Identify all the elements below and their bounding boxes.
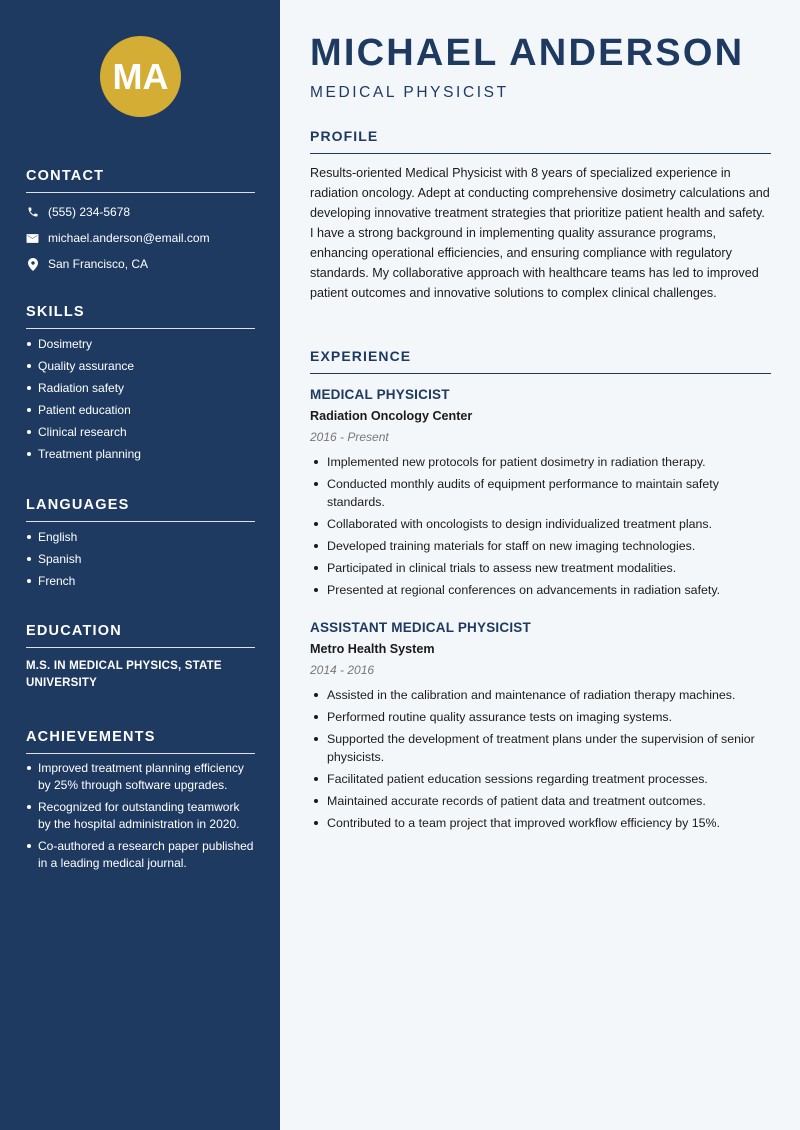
contact-section: [26, 168, 255, 271]
job-bullet: Implemented new protocols for patient dosimetry in radiation therapy.: [310, 453, 771, 471]
skill-item: Dosimetry: [26, 337, 255, 351]
candidate-name: MICHAEL ANDERSON: [310, 32, 745, 74]
skills-section: [26, 304, 255, 461]
job-dates: 2014 - 2016: [310, 663, 375, 677]
experience-heading: EXPERIENCE: [310, 348, 771, 374]
job-bullet: Maintained accurate records of patient data and treatment outcomes.: [310, 792, 771, 810]
language-item: French: [26, 574, 255, 588]
job-organization: Radiation Oncology Center: [310, 409, 473, 423]
location-pin-icon: [26, 258, 39, 271]
job-organization: Metro Health System: [310, 642, 435, 656]
education-heading: EDUCATION: [26, 623, 255, 648]
job-bullet: Participated in clinical trials to assess new treatment modalities.: [310, 559, 771, 577]
phone-text[interactable]: (555) 234-5678: [48, 205, 131, 219]
achievements-list: [26, 760, 255, 872]
skills-list: [26, 337, 255, 461]
languages-heading: LANGUAGES: [26, 497, 255, 522]
phone-icon: [26, 206, 39, 219]
profile-text: Results-oriented Medical Physicist with 8 years of specialized experience in radiation oncology. Adept at conducting comprehensive dosimetry calculations and developing innovative treatment strategies that prioritize patient health and safety. I have a strong background in implementing quality assurance programs, enhancing operational efficiencies, and ensuring compliance with regulatory standards. My collaborative approach with healthcare teams has led to improved patient outcomes and innovative solutions to complex clinical challenges.: [310, 166, 770, 300]
job-bullet: Assisted in the calibration and maintenance of radiation therapy machines.: [310, 686, 771, 704]
job-bullet: Collaborated with oncologists to design individualized treatment plans.: [310, 515, 771, 533]
job-title: MEDICAL PHYSICIST: [310, 387, 450, 402]
job-bullet: Performed routine quality assurance tests on imaging systems.: [310, 708, 771, 726]
education-degree: M.S. IN MEDICAL PHYSICS, STATE UNIVERSITY: [26, 660, 222, 689]
candidate-role: MEDICAL PHYSICIST: [310, 84, 509, 101]
achievement-item: Co-authored a research paper published in a leading medical journal.: [26, 838, 255, 872]
contact-phone: [26, 205, 255, 219]
skill-item: Quality assurance: [26, 359, 255, 373]
language-item: English: [26, 530, 255, 544]
email-text[interactable]: michael.anderson@email.com: [48, 231, 210, 245]
contact-email: [26, 231, 255, 245]
job-bullet: Developed training materials for staff on new imaging technologies.: [310, 537, 771, 555]
job-bullets: [310, 686, 771, 832]
job-bullet: Facilitated patient education sessions regarding treatment processes.: [310, 770, 771, 788]
languages-section: [26, 497, 255, 588]
job-bullet: Conducted monthly audits of equipment performance to maintain safety standards.: [310, 475, 771, 511]
avatar: MA: [100, 36, 181, 117]
achievement-item: Recognized for outstanding teamwork by the hospital administration in 2020.: [26, 799, 255, 833]
contact-heading: CONTACT: [26, 168, 255, 193]
job-bullet: Contributed to a team project that improved workflow efficiency by 15%.: [310, 814, 771, 832]
job-title: ASSISTANT MEDICAL PHYSICIST: [310, 620, 531, 635]
profile-heading: PROFILE: [310, 128, 771, 154]
job-dates: 2016 - Present: [310, 430, 389, 444]
job-bullet: Supported the development of treatment plans under the supervision of senior physicists.: [310, 730, 771, 766]
skill-item: Treatment planning: [26, 447, 255, 461]
achievements-section: [26, 729, 255, 872]
language-item: Spanish: [26, 552, 255, 566]
job-entry: [310, 387, 771, 599]
job-bullets: [310, 453, 771, 599]
achievements-heading: ACHIEVEMENTS: [26, 729, 255, 754]
skills-heading: SKILLS: [26, 304, 255, 329]
contact-location: [26, 257, 255, 271]
skill-item: Radiation safety: [26, 381, 255, 395]
skill-item: Patient education: [26, 403, 255, 417]
languages-list: [26, 530, 255, 588]
sidebar: [0, 0, 280, 1130]
email-icon: [26, 232, 39, 245]
job-bullet: Presented at regional conferences on advancements in radiation safety.: [310, 581, 771, 599]
job-entry: [310, 620, 771, 832]
skill-item: Clinical research: [26, 425, 255, 439]
location-text: San Francisco, CA: [48, 257, 149, 271]
education-section: [26, 623, 255, 692]
achievement-item: Improved treatment planning efficiency by 25% through software upgrades.: [26, 760, 255, 794]
